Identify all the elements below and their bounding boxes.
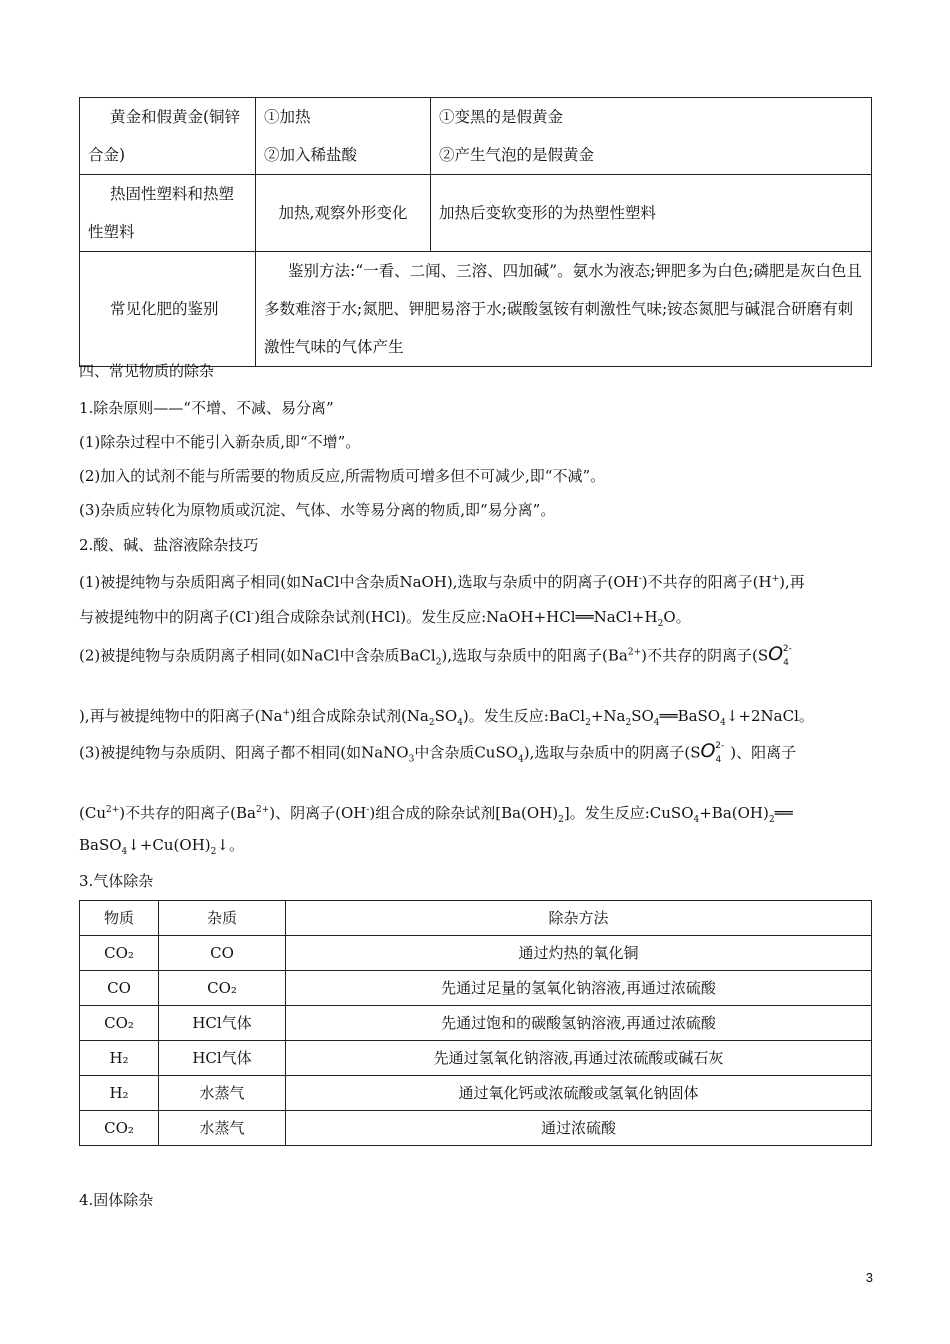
table-cell: CO₂ bbox=[80, 1111, 159, 1146]
table-row bbox=[80, 1076, 872, 1111]
paragraph: (1)除杂过程中不能引入新杂质,即“不增”。 bbox=[79, 433, 361, 451]
table-cell: 热固性塑料和热塑性塑料 bbox=[80, 175, 256, 252]
table-cell: 黄金和假黄金(铜锌合金) bbox=[80, 98, 256, 175]
paragraph: (2)加入的试剂不能与所需要的物质反应,所需物质可增多但不可减少,即“不减”。 bbox=[79, 467, 606, 485]
cell-line: ①加热 bbox=[264, 108, 311, 126]
table-cell: 通过氧化钙或浓硫酸或氢氧化钠固体 bbox=[286, 1076, 872, 1111]
paragraph: (1)被提纯物与杂质阳离子相同(如NaCl中含杂质NaOH),选取与杂质中的阴离子(OH-)不共存的阳离子(H+),再 bbox=[79, 573, 805, 591]
cell-line: ②加入稀盐酸 bbox=[264, 146, 358, 164]
cell-line: ①变黑的是假黄金 bbox=[439, 108, 564, 126]
table-row bbox=[80, 936, 872, 971]
table-cell: HCl气体 bbox=[159, 1006, 286, 1041]
table-cell: 水蒸气 bbox=[159, 1111, 286, 1146]
table-cell: H₂ bbox=[80, 1076, 159, 1111]
table-cell: 通过浓硫酸 bbox=[286, 1111, 872, 1146]
table-row bbox=[80, 98, 872, 175]
paragraph: (3)被提纯物与杂质阴、阳离子都不相同(如NaNO$_3$中含杂质CuSO$_4$),选取与杂质中的阴离子($SO_4^{2-}$ )、阳离子 bbox=[79, 740, 797, 766]
table-cell: 加热,观察外形变化 bbox=[256, 175, 431, 252]
section-heading: 四、常见物质的除杂 bbox=[79, 362, 215, 380]
identify-table bbox=[79, 97, 872, 367]
table-header: 杂质 bbox=[159, 901, 286, 936]
table-cell bbox=[431, 98, 872, 175]
subsection-heading: 1.除杂原则——“不增、不减、易分离” bbox=[79, 399, 334, 417]
table-cell: CO₂ bbox=[80, 1006, 159, 1041]
table-cell: 加热后变软变形的为热塑性塑料 bbox=[431, 175, 872, 252]
table-cell: 水蒸气 bbox=[159, 1076, 286, 1111]
table-header: 物质 bbox=[80, 901, 159, 936]
table-cell: 常见化肥的鉴别 bbox=[80, 252, 256, 367]
table-row bbox=[80, 1111, 872, 1146]
page-number: 3 bbox=[865, 1270, 873, 1285]
table-row bbox=[80, 971, 872, 1006]
table-cell bbox=[256, 98, 431, 175]
table-cell: 通过灼热的氧化铜 bbox=[286, 936, 872, 971]
subsection-heading: 3.气体除杂 bbox=[79, 872, 154, 890]
table-row bbox=[80, 1006, 872, 1041]
paragraph: ),再与被提纯物中的阳离子(Na+)组合成除杂试剂$(Na_2SO_4)$。发生反应$:BaCl_2+Na_2SO_4══BaSO_4↓+2NaCl$。 bbox=[79, 707, 814, 728]
table-row bbox=[80, 175, 872, 252]
table-cell: 先通过氢氧化钠溶液,再通过浓硫酸或碱石灰 bbox=[286, 1041, 872, 1076]
sulfate-ion: $O_4^{2-}$ bbox=[700, 740, 725, 766]
paragraph: 与被提纯物中的阴离子(Cl-)组合成除杂试剂(HCl)。发生反应$:NaOH+HCl══NaCl+H_2O$。 bbox=[79, 608, 691, 629]
table-cell: CO₂ bbox=[159, 971, 286, 1006]
identify-table-wrapper bbox=[79, 97, 872, 367]
subsection-heading: 4.固体除杂 bbox=[79, 1191, 154, 1209]
paragraph: (3)杂质应转化为原物质或沉淀、气体、水等易分离的物质,即“易分离”。 bbox=[79, 501, 556, 519]
cell-line: ②产生气泡的是假黄金 bbox=[439, 146, 595, 164]
table-cell: CO bbox=[159, 936, 286, 971]
gas-impurity-table bbox=[79, 900, 872, 1146]
paragraph: $(Cu^{2+})$不共存的阳离子$(Ba^{2+})$、阴离子(OH-)组合成的除杂试剂$[Ba(OH)_2]$。发生反应$:CuSO_4+Ba(OH)_2══$ bbox=[79, 804, 793, 825]
table-row bbox=[80, 252, 872, 367]
table-cell: H₂ bbox=[80, 1041, 159, 1076]
table-cell: 鉴别方法:“一看、二闻、三溶、四加碱”。氨水为液态;钾肥多为白色;磷肥是灰白色且多数难溶于水;氮肥、钾肥易溶于水;碳酸氢铵有刺激性气味;铵态氮肥与碱混合研磨有刺激性气味的气体产生 bbox=[256, 252, 872, 367]
table-row bbox=[80, 1041, 872, 1076]
table-cell: 先通过足量的氢氧化钠溶液,再通过浓硫酸 bbox=[286, 971, 872, 1006]
table-cell: CO₂ bbox=[80, 936, 159, 971]
table-header: 除杂方法 bbox=[286, 901, 872, 936]
table-cell: 先通过饱和的碳酸氢钠溶液,再通过浓硫酸 bbox=[286, 1006, 872, 1041]
subsection-heading: 2.酸、碱、盐溶液除杂技巧 bbox=[79, 536, 259, 554]
paragraph: (2)被提纯物与杂质阴离子相同(如NaCl中含杂质BaCl$_2$),选取与杂质中的阳离子$(Ba^{2+})$不共存的阴离子($SO_4^{2-}$ bbox=[79, 641, 798, 673]
paragraph: $BaSO_4↓+Cu(OH)_2↓$。 bbox=[79, 836, 244, 857]
table-header-row bbox=[80, 901, 872, 936]
table-cell: CO bbox=[80, 971, 159, 1006]
sulfate-ion: $O_4^{2-}$ bbox=[768, 643, 792, 669]
table-cell: HCl气体 bbox=[159, 1041, 286, 1076]
